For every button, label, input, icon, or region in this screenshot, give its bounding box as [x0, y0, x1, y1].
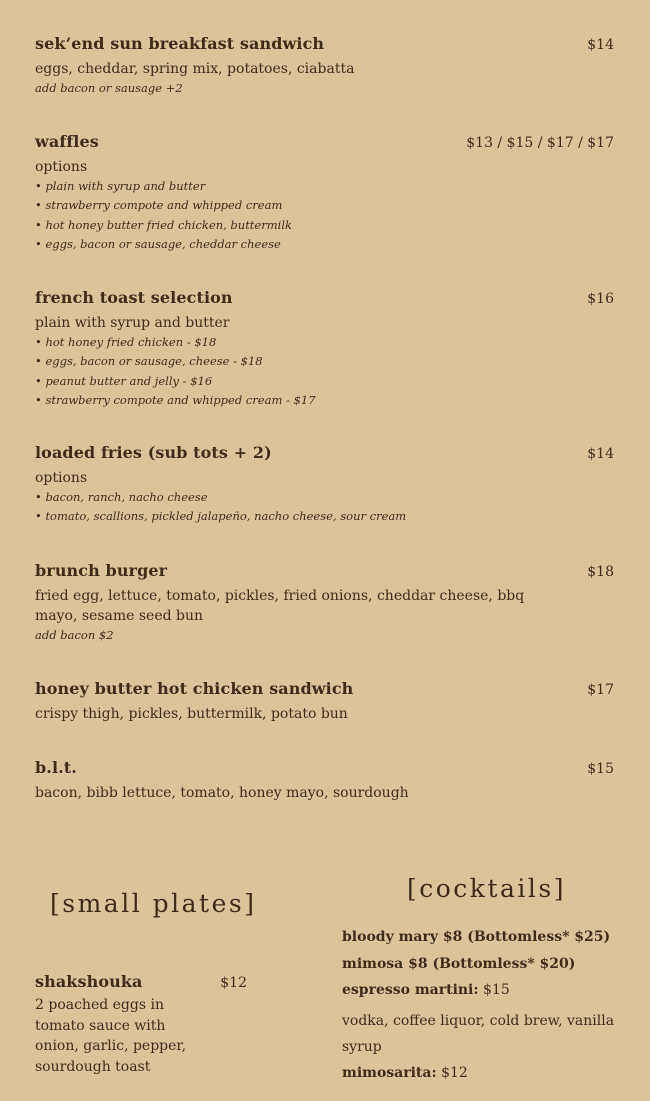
- cocktail-list: [342, 924, 622, 1086]
- item-name: loaded fries (sub tots + 2): [35, 443, 272, 462]
- item-name: shakshouka: [35, 972, 143, 991]
- item-description: bacon, bibb lettuce, tomato, honey mayo, sourdough: [35, 785, 409, 801]
- cocktail-price: $12: [436, 1064, 468, 1081]
- cocktail-item: [342, 951, 622, 978]
- cocktail-item: [342, 924, 622, 951]
- item-description: plain with syrup and butter: [35, 315, 230, 331]
- item-price: $12: [220, 975, 247, 991]
- menu-item-loaded-fries: [35, 443, 614, 527]
- cocktail-item: [342, 1060, 622, 1087]
- option-item: • eggs, bacon or sausage, cheddar cheese: [35, 236, 281, 251]
- item-price: $15: [587, 761, 614, 777]
- item-note: add bacon $2: [35, 628, 114, 642]
- option-item: • tomato, scallions, pickled jalapeño, nacho cheese, sour cream: [35, 509, 407, 524]
- menu-item-waffles: [35, 132, 614, 254]
- item-price: $17: [587, 682, 614, 698]
- item-name: brunch burger: [35, 561, 168, 580]
- menu-item-breakfast-sandwich: [35, 34, 614, 98]
- cocktails-title: [cocktails]: [407, 874, 566, 903]
- menu-item-blt: [35, 758, 614, 803]
- option-item: • eggs, bacon or sausage, cheese - $18: [35, 354, 263, 369]
- item-price: $14: [587, 446, 614, 462]
- menu-item-brunch-burger: [35, 561, 614, 645]
- cocktail-name: espresso martini:: [342, 982, 479, 998]
- option-item: • plain with syrup and butter: [35, 179, 206, 193]
- item-description: crispy thigh, pickles, buttermilk, potato bun: [35, 706, 348, 722]
- item-price: $13 / $15 / $17 / $17: [466, 135, 614, 151]
- option-list: [35, 333, 614, 410]
- item-name: french toast selection: [35, 288, 233, 307]
- item-description: options: [35, 159, 88, 175]
- item-name: waffles: [35, 132, 99, 151]
- cocktail-description: vodka, coffee liquor, cold brew, vanilla syrup: [342, 1012, 615, 1055]
- menu-item-hot-chicken-sandwich: [35, 679, 614, 724]
- option-list: [35, 177, 614, 254]
- item-description: fried egg, lettuce, tomato, pickles, fried onions, cheddar cheese, bbq mayo, sesame seed bun: [35, 588, 525, 624]
- item-name: sek’end sun breakfast sandwich: [35, 34, 325, 53]
- item-price: $18: [587, 564, 614, 580]
- option-item: • strawberry compote and whipped cream: [35, 198, 283, 213]
- item-description: eggs, cheddar, spring mix, potatoes, ciabatta: [35, 61, 355, 77]
- option-item: • hot honey fried chicken - $18: [35, 335, 217, 349]
- cocktail-price: $15: [478, 982, 510, 998]
- item-description: options: [35, 470, 88, 486]
- cocktail-text: bloody mary $8 (Bottomless* $25): [342, 929, 611, 945]
- cocktail-item: [342, 977, 622, 1004]
- option-list: [35, 488, 614, 527]
- option-item: • hot honey butter fried chicken, buttermilk: [35, 217, 292, 232]
- option-item: • peanut butter and jelly - $16: [35, 373, 213, 388]
- item-price: $14: [587, 37, 614, 53]
- small-plate-shakshouka: [35, 972, 247, 1077]
- item-name: b.l.t.: [35, 758, 77, 777]
- item-price: $16: [587, 291, 614, 307]
- cocktail-name: mimosarita:: [342, 1064, 437, 1081]
- item-note: add bacon or sausage +2: [35, 81, 183, 95]
- small-plates-title: [small plates]: [50, 889, 257, 918]
- item-description: 2 poached eggs in tomato sauce with onion, garlic, pepper, sourdough toast: [35, 997, 187, 1075]
- option-item: • strawberry compote and whipped cream - $17: [35, 392, 316, 407]
- menu-item-french-toast: [35, 288, 614, 410]
- cocktail-text: mimosa $8 (Bottomless* $20): [342, 955, 576, 972]
- item-name: honey butter hot chicken sandwich: [35, 679, 354, 698]
- option-item: • bacon, ranch, nacho cheese: [35, 490, 208, 504]
